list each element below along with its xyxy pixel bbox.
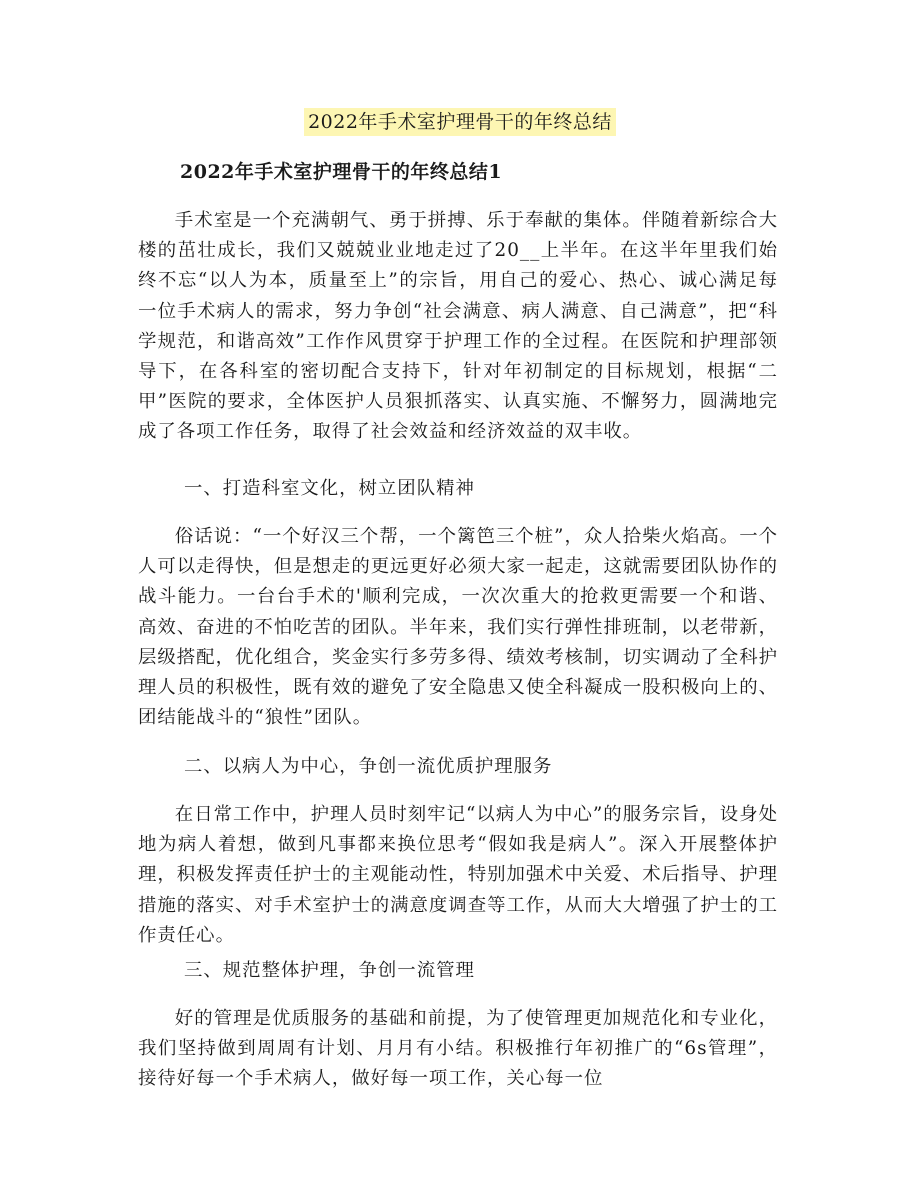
document-title-container: [0, 108, 920, 136]
paragraph-patient-care: 在日常工作中，护理人员时刻牢记“以病人为中心”的服务宗旨，设身处地为病人着想，做到凡事都来换位思考“假如我是病人”。深入开展整体护理，积极发挥责任护士的主观能动性，特别加强术中关爱、术后指导、护理措施的落实、对手术室护士的满意度调查等工作，从而大大增强了护士的工作责任心。: [138, 804, 778, 946]
paragraph-team-spirit: 俗话说：“一个好汉三个帮，一个篱笆三个桩”，众人拾柴火焰高。一个人可以走得快，但是想走的更远更好必须大家一起走，这就需要团队协作的战斗能力。一台台手术的'顺利完成，一次次重大的抢救更需要一个和谐、高效、奋进的不怕吃苦的团队。半年来，我们实行弹性排班制，以老带新，层级搭配，优化组合，奖金实行多劳多得、绩效考核制，切实调动了全科护理人员的积极性，既有效的避免了安全隐患又使全科凝成一股积极向上的、团结能战斗的“狼性”团队。: [138, 526, 778, 729]
paragraph-intro: 手术室是一个充满朝气、勇于拼搏、乐于奉献的集体。伴随着新综合大楼的茁壮成长，我们又兢兢业业地走过了20__上半年。在这半年里我们始终不忘“以人为本，质量至上”的宗旨，用自己的爱心、热心、诚心满足每一位手术病人的需求，努力争创“社会满意、病人满意、自己满意”，把“科学规范，和谐高效”工作作风贯穿于护理工作的全过程。在医院和护理部领导下，在各科室的密切配合支持下，针对年初制定的目标规划，根据“二甲”医院的要求，全体医护人员狠抓落实、认真实施、不懈努力，圆满地完成了各项工作任务，取得了社会效益和经济效益的双丰收。: [138, 210, 778, 443]
subheading-management: 三、规范整体护理，争创一流管理: [184, 960, 475, 981]
subheading-patient-centered: 二、以病人为中心，争创一流优质护理服务: [184, 756, 553, 777]
section-heading: 2022年手术室护理骨干的年终总结1: [180, 161, 503, 183]
subheading-team-culture: 一、打造科室文化，树立团队精神: [184, 478, 475, 499]
document-title: 2022年手术室护理骨干的年终总结: [304, 108, 616, 136]
paragraph-management: 好的管理是优质服务的基础和前提，为了使管理更加规范化和专业化，我们坚持做到周周有计划、月月有小结。积极推行年初推广的“6s管理”，接待好每一个手术病人，做好每一项工作，关心每一位: [138, 1008, 778, 1090]
